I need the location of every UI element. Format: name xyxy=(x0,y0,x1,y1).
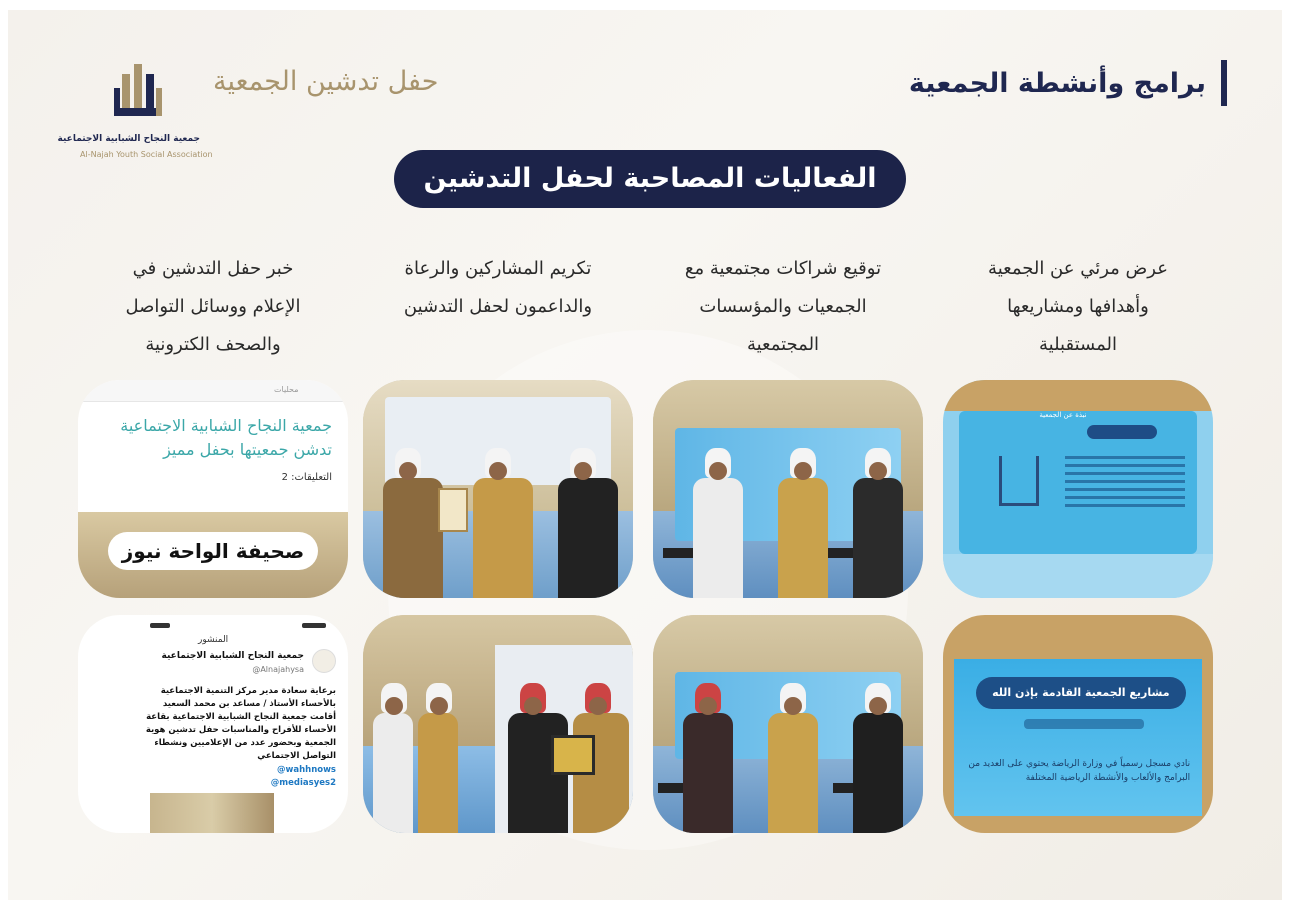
post-author-name: جمعية النجاح الشبابية الاجتماعية xyxy=(161,651,304,661)
person xyxy=(418,683,458,833)
launch-title: حفل تدشين الجمعية xyxy=(213,66,439,97)
newspaper-name: صحيفة الواحة نيوز xyxy=(108,532,318,570)
post-author-handle: @Alnajahysa xyxy=(252,665,304,674)
logo-english-text: Al-Najah Youth Social Association xyxy=(80,150,213,159)
column-line: والصحف الكترونية xyxy=(145,334,281,355)
post-mention[interactable]: @wahhnows xyxy=(277,765,336,775)
person xyxy=(778,448,828,598)
column-line: الجمعيات والمؤسسات xyxy=(699,296,867,317)
column-partnerships xyxy=(648,250,918,364)
news-headline-2: تدشن جمعيتها بحفل مميز xyxy=(163,440,332,459)
column-line: عرض مرئي عن الجمعية xyxy=(988,258,1168,279)
column-line: المستقبلية xyxy=(1039,334,1117,355)
column-line: تكريم المشاركين والرعاة xyxy=(404,258,592,279)
person xyxy=(383,448,443,598)
projects-pill: مشاريع الجمعية القادمة بإذن الله xyxy=(976,677,1186,709)
slide xyxy=(8,10,1282,900)
column-line: والداعمون لحفل التدشين xyxy=(403,296,593,317)
column-line: وأهدافها ومشاريعها xyxy=(1007,296,1149,317)
person xyxy=(373,683,413,833)
person xyxy=(683,683,733,833)
news-comments-count: التعليقات: 2 xyxy=(281,472,332,483)
person xyxy=(558,448,618,598)
person xyxy=(768,683,818,833)
column-line: توقيع شراكات مجتمعية مع xyxy=(684,258,882,279)
photo-partnership-signing-2 xyxy=(653,615,923,833)
photo-honoring-2 xyxy=(363,615,633,833)
news-breadcrumb: محليات xyxy=(274,385,299,394)
logo-arabic-text: جمعية النجاح الشبابية الاجتماعية xyxy=(57,134,200,144)
column-visual-presentation xyxy=(943,250,1213,364)
person xyxy=(693,448,743,598)
projects-screen xyxy=(954,659,1202,816)
post-image xyxy=(150,793,274,833)
post-mention[interactable]: @mediasyes2 xyxy=(270,778,336,788)
post-body: برعاية سعادة مدير مركز التنمية الاجتماعية بالأحساء الأستاذ / مساعد بن محمد السعيد أقامت جمعية النجاح الشبابية الاجتماعية بقاعة الأحساء للأفراح والمناسبات حفل تدشين هوية الجمعية وبحضور عدد من الإعلاميين ونشطاء التواصل الاجتماعي xyxy=(145,686,336,761)
column-line: المجتمعية xyxy=(746,334,820,355)
post-label: المنشور xyxy=(198,635,229,645)
column-media-coverage xyxy=(78,250,348,364)
logo-mark-icon xyxy=(112,64,164,128)
about-badge-label: نبذة عن الجمعية xyxy=(1039,411,1087,419)
column-line: الإعلام ووسائل التواصل xyxy=(125,296,301,317)
screen-logo-icon xyxy=(999,456,1039,506)
person xyxy=(853,448,903,598)
about-badge xyxy=(1087,425,1157,439)
photo-partnership-signing xyxy=(653,380,923,598)
avatar xyxy=(312,649,336,673)
news-article-card xyxy=(78,380,348,598)
photo-honoring xyxy=(363,380,633,598)
news-headline-1: جمعية النجاح الشبابية الاجتماعية xyxy=(120,416,332,435)
about-screen xyxy=(959,411,1197,555)
photo-projects-screen xyxy=(943,615,1213,833)
column-honoring xyxy=(363,250,633,326)
projects-caption: نادي مسجل رسمياً في وزارة الرياضة يحتوي على العديد من البرامج والألعاب والأنشطة الرياضية المختلفة xyxy=(968,758,1191,783)
section-title: برامج وأنشطة الجمعية xyxy=(908,68,1206,99)
person xyxy=(853,683,903,833)
social-post-card xyxy=(78,615,348,833)
events-banner: الفعاليات المصاحبة لحفل التدشين xyxy=(394,150,906,208)
association-logo xyxy=(57,62,213,177)
column-line: خبر حفل التدشين في xyxy=(132,258,294,279)
person xyxy=(473,448,533,598)
